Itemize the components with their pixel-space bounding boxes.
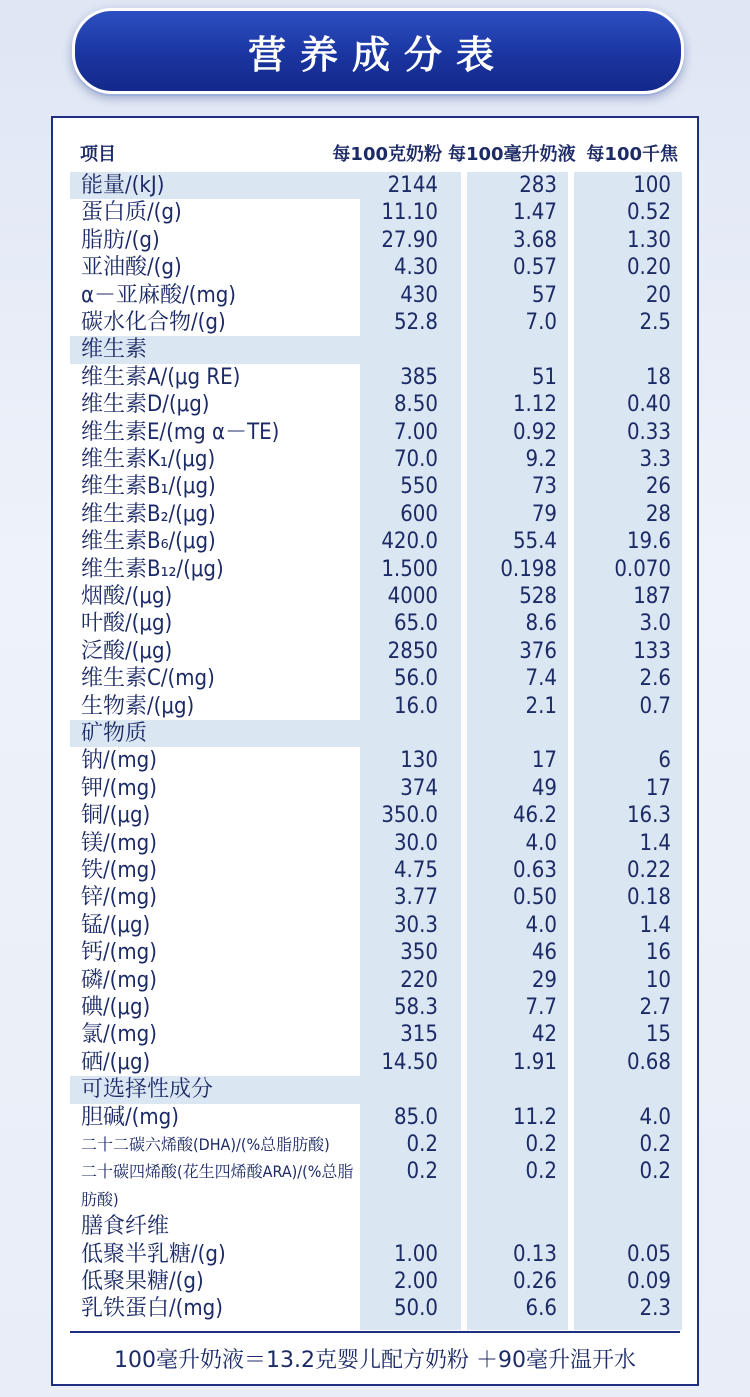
header-item: 项目	[80, 144, 116, 165]
nutrient-name: 能量/(kJ)	[81, 173, 165, 198]
nutrient-name: 碳水化合物/(g)	[81, 310, 226, 335]
value-per-100ml: 4.0	[525, 912, 557, 938]
value-per-100kj: 6	[658, 748, 671, 774]
nutrient-name: 泛酸/(μg)	[81, 638, 173, 664]
value-per-100g: 0.2	[406, 1159, 438, 1185]
value-per-100g: 8.50	[393, 392, 438, 418]
value-per-100kj: 133	[633, 638, 671, 664]
table-row	[0, 939, 750, 966]
nutrient-name: 维生素B₂/(μg)	[81, 501, 216, 527]
nutrient-name: 铁/(mg)	[81, 858, 157, 883]
nutrient-name: 低聚半乳糖/(g)	[81, 1241, 226, 1267]
value-per-100kj: 187	[633, 584, 671, 609]
value-per-100kj: 2.7	[639, 995, 671, 1020]
value-per-100g: 350	[400, 940, 438, 966]
header-per-100ml-liquid: 每100毫升奶液	[448, 144, 576, 165]
value-per-100kj: 0.7	[639, 693, 671, 719]
nutrient-name: 铜/(μg)	[81, 803, 151, 829]
value-per-100ml: 0.2	[525, 1159, 557, 1185]
value-per-100kj: 17	[645, 775, 671, 801]
nutrient-name: 钠/(mg)	[81, 748, 157, 774]
nutrient-name: 维生素C/(mg)	[81, 666, 215, 692]
value-per-100ml: 4.0	[525, 830, 557, 856]
nutrient-name: 矿物质	[81, 721, 148, 746]
nutrient-name: 叶酸/(μg)	[81, 611, 173, 637]
footer-note: 100毫升奶液＝13.2克婴儿配方奶粉 ＋90毫升温开水	[114, 1348, 636, 1373]
nutrient-name: α－亚麻酸/(mg)	[81, 282, 237, 308]
value-per-100kj: 1.4	[639, 912, 671, 938]
table-row	[0, 282, 750, 309]
value-per-100kj: 0.52	[626, 200, 671, 226]
nutrient-name: 锰/(μg)	[81, 912, 151, 938]
table-row	[0, 199, 750, 226]
table-row	[0, 501, 750, 528]
value-per-100kj: 0.2	[639, 1132, 671, 1157]
table-row	[0, 227, 750, 254]
table-row	[0, 1268, 750, 1295]
value-per-100g: 56.0	[393, 666, 438, 692]
value-per-100kj: 0.2	[639, 1159, 671, 1185]
value-per-100g: 4000	[387, 584, 438, 609]
column-separator	[568, 172, 574, 1330]
value-per-100ml: 1.91	[512, 1049, 557, 1075]
header-per-100g-powder: 每100克奶粉	[332, 144, 442, 165]
table-row	[0, 254, 750, 281]
table-row	[0, 1186, 750, 1213]
value-per-100g: 3.77	[393, 885, 438, 911]
nutrient-name: 低聚果糖/(g)	[81, 1269, 204, 1294]
value-per-100kj: 3.3	[639, 447, 671, 472]
nutrient-name: 锌/(mg)	[81, 885, 157, 911]
nutrient-name: 可选择性成分	[81, 1077, 214, 1103]
nutrient-name: 膳食纤维	[81, 1214, 170, 1240]
table-row	[0, 446, 750, 473]
value-per-100kj: 19.6	[626, 529, 671, 555]
table-row	[0, 556, 750, 583]
value-per-100g: 315	[400, 1022, 438, 1048]
nutrient-name: 钙/(mg)	[81, 940, 157, 966]
value-per-100ml: 7.4	[525, 666, 557, 692]
value-per-100g: 11.10	[381, 200, 438, 226]
title-banner	[72, 8, 684, 94]
table-row	[0, 528, 750, 555]
table-row	[0, 720, 750, 747]
value-per-100g: 58.3	[393, 995, 438, 1020]
nutrient-name: 碘/(μg)	[81, 995, 151, 1020]
table-row	[0, 1241, 750, 1268]
table-row	[0, 336, 750, 363]
value-per-100kj: 0.33	[626, 419, 671, 445]
table-row	[0, 391, 750, 418]
value-per-100g: 30.3	[393, 912, 438, 938]
nutrient-name: 镁/(mg)	[81, 830, 157, 856]
table-row	[0, 1131, 750, 1158]
value-per-100g: 374	[400, 775, 438, 801]
nutrient-name: 维生素	[81, 337, 148, 363]
value-per-100ml: 73	[531, 474, 557, 500]
value-per-100ml: 7.7	[525, 995, 557, 1020]
nutrient-name: 钾/(mg)	[81, 775, 157, 801]
value-per-100g: 420.0	[381, 529, 438, 555]
value-per-100ml: 0.57	[512, 255, 557, 281]
nutrient-name: 维生素A/(μg RE)	[81, 364, 241, 390]
value-per-100ml: 7.0	[525, 310, 557, 335]
value-per-100ml: 3.68	[512, 227, 557, 253]
table-row	[0, 884, 750, 911]
table-row	[0, 473, 750, 500]
value-per-100kj: 2.5	[639, 310, 671, 335]
table-row	[0, 638, 750, 665]
table-row	[0, 419, 750, 446]
value-per-100g: 600	[400, 501, 438, 527]
value-per-100g: 550	[400, 474, 438, 500]
nutrient-name: 维生素B₆/(μg)	[81, 529, 216, 555]
value-per-100kj: 20	[645, 282, 671, 308]
table-row	[0, 172, 750, 199]
value-per-100g: 65.0	[393, 611, 438, 637]
value-per-100ml: 2.1	[525, 693, 557, 719]
value-per-100g: 1.500	[381, 556, 438, 582]
value-per-100kj: 0.20	[626, 255, 671, 281]
value-per-100g: 2.00	[393, 1269, 438, 1294]
value-per-100ml: 0.50	[512, 885, 557, 911]
table-row	[0, 830, 750, 857]
value-per-100kj: 1.30	[626, 227, 671, 253]
value-per-100ml: 51	[531, 364, 557, 390]
value-per-100g: 27.90	[381, 227, 438, 253]
value-per-100g: 4.30	[393, 255, 438, 281]
value-per-100g: 430	[400, 282, 438, 308]
value-per-100g: 4.75	[393, 858, 438, 883]
nutrient-name: 亚油酸/(g)	[81, 255, 182, 281]
value-per-100g: 30.0	[393, 830, 438, 856]
value-per-100g: 220	[400, 967, 438, 993]
value-per-100g: 16.0	[393, 693, 438, 719]
value-per-100ml: 29	[531, 967, 557, 993]
nutrient-name: 维生素B₁₂/(μg)	[81, 556, 224, 582]
value-per-100g: 350.0	[381, 803, 438, 829]
table-row	[0, 912, 750, 939]
value-per-100ml: 57	[531, 282, 557, 308]
value-per-100ml: 283	[519, 173, 557, 198]
nutrient-name: 硒/(μg)	[81, 1049, 151, 1075]
table-row	[0, 1049, 750, 1076]
value-per-100kj: 0.09	[626, 1269, 671, 1294]
value-per-100g: 130	[400, 748, 438, 774]
table-row	[0, 693, 750, 720]
value-per-100ml: 1.12	[512, 392, 557, 418]
table-row	[0, 1104, 750, 1131]
value-per-100kj: 4.0	[639, 1104, 671, 1130]
nutrient-name: 维生素D/(μg)	[81, 392, 210, 418]
nutrient-name: 脂肪/(g)	[81, 227, 160, 253]
value-per-100kj: 0.40	[626, 392, 671, 418]
table-row	[0, 1295, 750, 1322]
table-row	[0, 802, 750, 829]
value-per-100ml: 1.47	[512, 200, 557, 226]
value-per-100kj: 16	[645, 940, 671, 966]
value-per-100ml: 6.6	[525, 1296, 557, 1322]
value-per-100kj: 0.070	[614, 556, 671, 582]
page-title: 营养成分表	[247, 32, 508, 77]
nutrient-name: 烟酸/(μg)	[81, 584, 173, 609]
table-row	[0, 775, 750, 802]
nutrient-name: 维生素E/(mg α－TE)	[81, 419, 280, 445]
value-per-100g: 70.0	[393, 447, 438, 472]
value-per-100kj: 0.18	[626, 885, 671, 911]
value-per-100kj: 28	[645, 501, 671, 527]
table-row	[0, 967, 750, 994]
value-per-100g: 1.00	[393, 1241, 438, 1267]
value-per-100g: 50.0	[393, 1296, 438, 1322]
value-per-100kj: 18	[645, 364, 671, 390]
nutrient-name: 氯/(mg)	[81, 1022, 157, 1048]
value-per-100ml: 0.26	[512, 1269, 557, 1294]
table-row	[0, 994, 750, 1021]
value-per-100ml: 0.63	[512, 858, 557, 883]
table-row	[0, 747, 750, 774]
nutrient-name: 肪酸)	[81, 1189, 119, 1209]
value-per-100g: 2144	[387, 173, 438, 198]
table-row	[0, 1158, 750, 1185]
value-per-100g: 14.50	[381, 1049, 438, 1075]
nutrient-name: 生物素/(μg)	[81, 693, 195, 719]
value-per-100ml: 0.198	[500, 556, 557, 582]
value-per-100ml: 0.2	[525, 1132, 557, 1157]
value-per-100ml: 0.92	[512, 419, 557, 445]
table-row	[0, 665, 750, 692]
value-per-100g: 385	[400, 364, 438, 390]
value-per-100kj: 16.3	[626, 803, 671, 829]
value-per-100ml: 42	[531, 1022, 557, 1048]
column-separator	[461, 172, 467, 1330]
value-per-100ml: 9.2	[525, 447, 557, 472]
value-per-100ml: 0.13	[512, 1241, 557, 1267]
value-per-100g: 0.2	[406, 1132, 438, 1157]
value-per-100kj: 1.4	[639, 830, 671, 856]
value-per-100ml: 17	[531, 748, 557, 774]
value-per-100kj: 0.05	[626, 1241, 671, 1267]
nutrient-name: 二十碳四烯酸(花生四烯酸ARA)/(%总脂	[81, 1162, 354, 1182]
table-row	[0, 364, 750, 391]
value-per-100ml: 79	[531, 501, 557, 527]
nutrient-name: 二十二碳六烯酸(DHA)/(%总脂肪酸)	[81, 1135, 330, 1154]
value-per-100g: 85.0	[393, 1104, 438, 1130]
value-per-100ml: 8.6	[525, 611, 557, 637]
table-row	[0, 309, 750, 336]
value-per-100kj: 10	[645, 967, 671, 993]
nutrient-name: 蛋白质/(g)	[81, 200, 182, 226]
value-per-100ml: 49	[531, 775, 557, 801]
nutrient-name: 乳铁蛋白/(mg)	[81, 1296, 223, 1322]
table-row	[0, 1076, 750, 1103]
value-per-100ml: 46.2	[512, 803, 557, 829]
table-row	[0, 857, 750, 884]
value-per-100kj: 2.3	[639, 1296, 671, 1322]
value-per-100g: 7.00	[393, 419, 438, 445]
value-per-100kj: 0.68	[626, 1049, 671, 1075]
value-per-100ml: 55.4	[512, 529, 557, 555]
value-per-100ml: 11.2	[512, 1104, 557, 1130]
table-row	[0, 610, 750, 637]
value-per-100kj: 15	[645, 1022, 671, 1048]
nutrient-name: 维生素K₁/(μg)	[81, 447, 216, 472]
nutrient-name: 胆碱/(mg)	[81, 1104, 179, 1130]
table-row	[0, 1021, 750, 1048]
value-per-100ml: 528	[519, 584, 557, 609]
value-per-100kj: 3.0	[639, 611, 671, 637]
value-per-100ml: 376	[519, 638, 557, 664]
table-row	[0, 583, 750, 610]
value-per-100g: 2850	[387, 638, 438, 664]
value-per-100kj: 26	[645, 474, 671, 500]
value-per-100g: 52.8	[393, 310, 438, 335]
value-per-100kj: 100	[633, 173, 671, 198]
table-row	[0, 1213, 750, 1240]
value-per-100ml: 46	[531, 940, 557, 966]
value-per-100kj: 2.6	[639, 666, 671, 692]
nutrient-name: 维生素B₁/(μg)	[81, 474, 216, 500]
value-per-100kj: 0.22	[626, 858, 671, 883]
nutrient-name: 磷/(mg)	[81, 967, 157, 993]
header-per-100kj: 每100千焦	[586, 144, 678, 165]
